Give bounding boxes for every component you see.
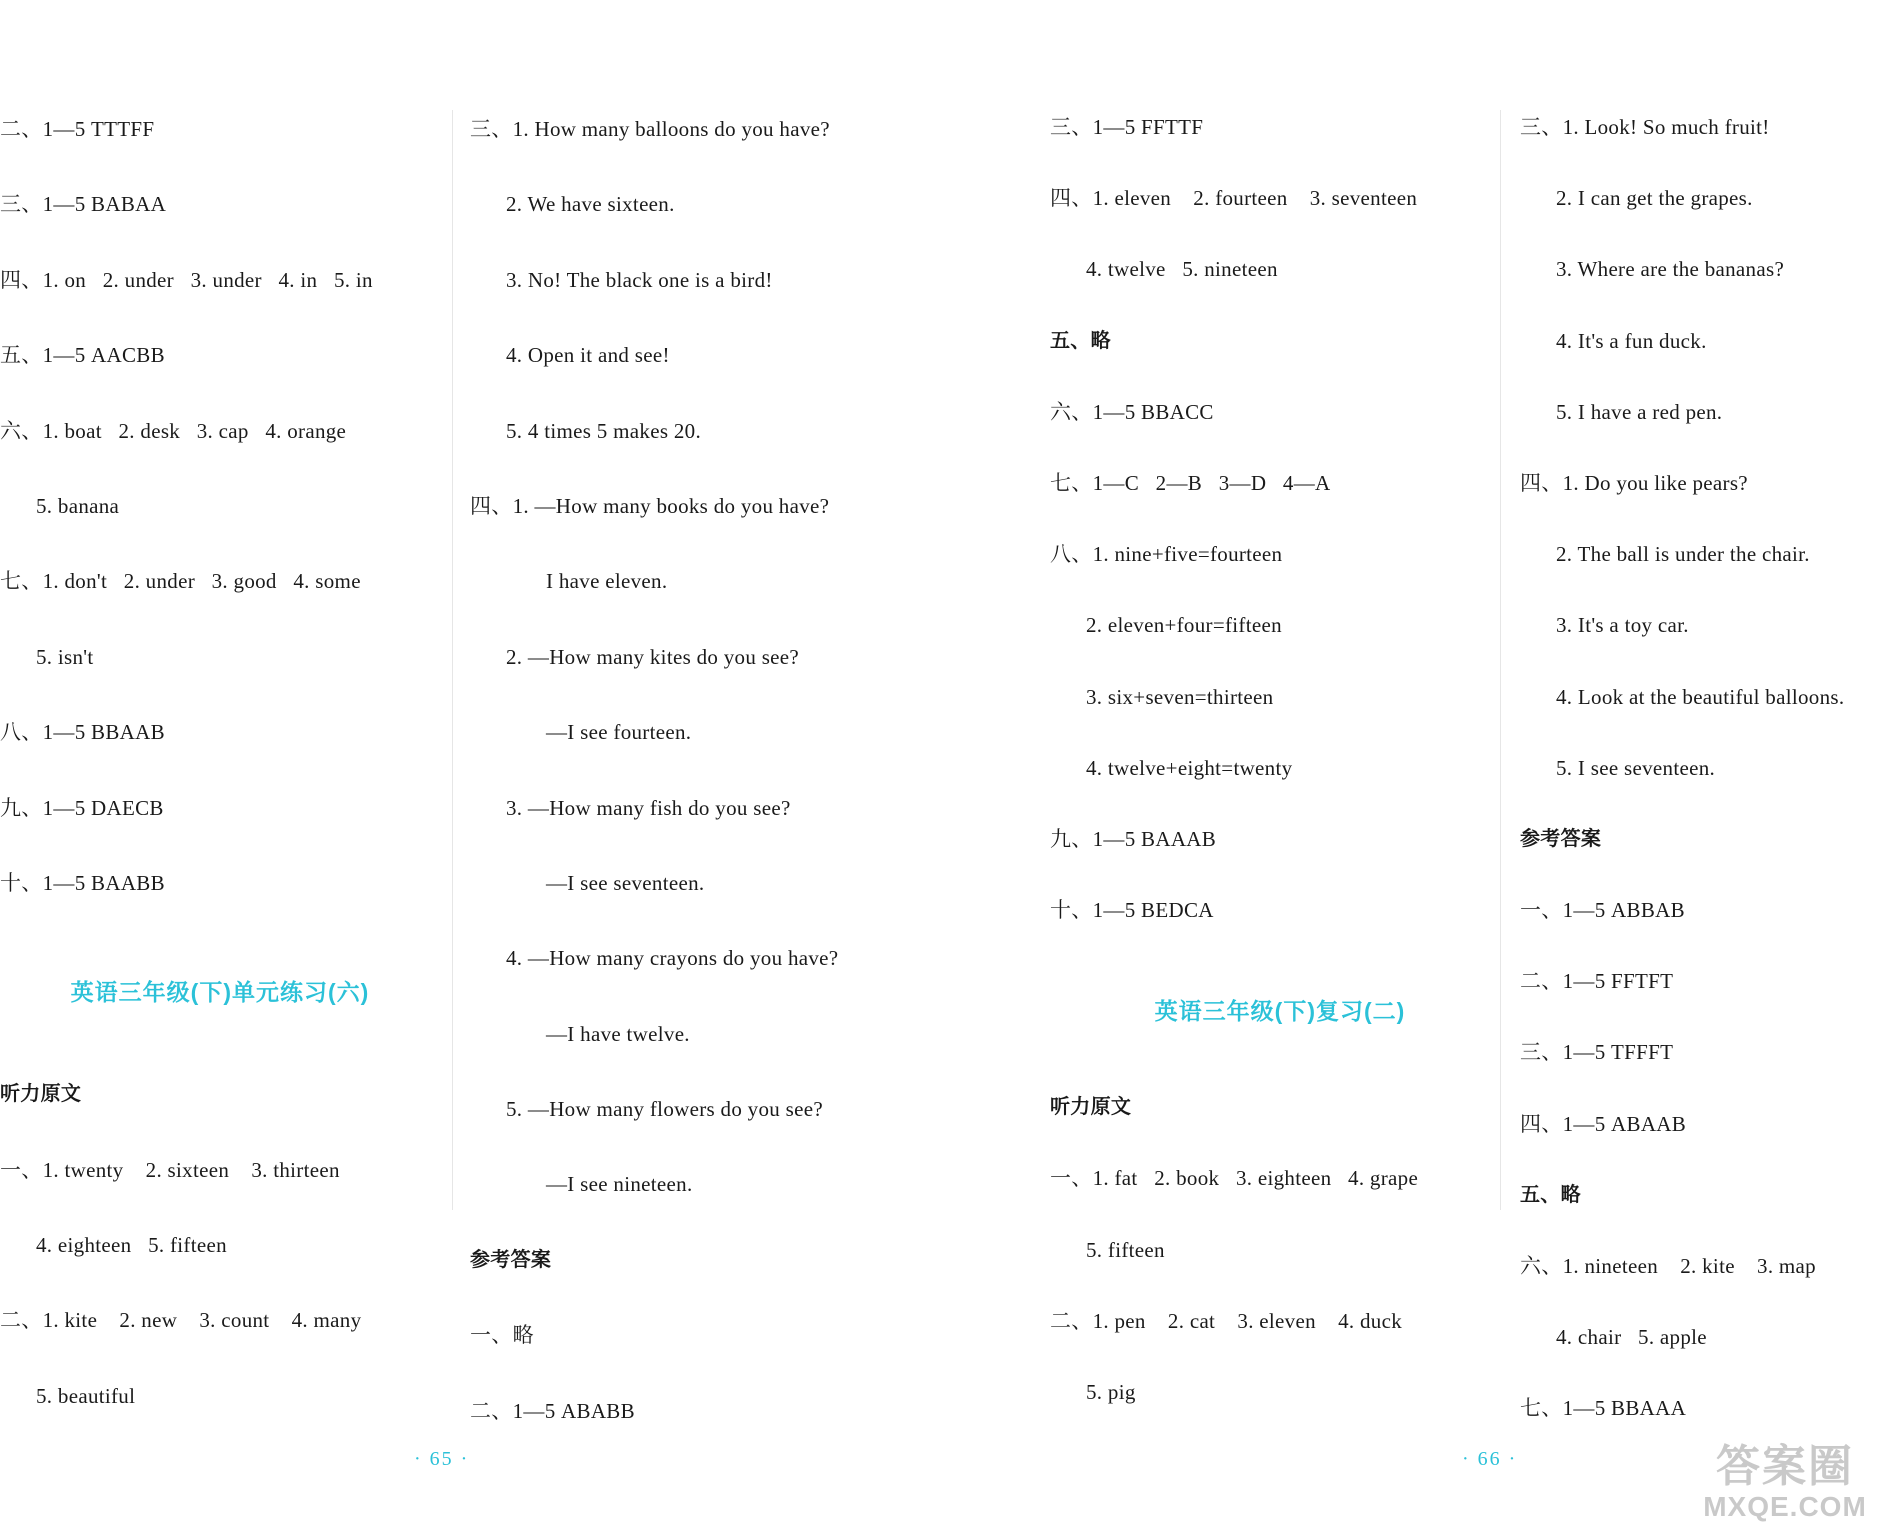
answer-line: —I see fourteen. [546,720,692,745]
answer-line: 五、略 [1050,329,1111,352]
answer-line: 三、1—5 TFFFT [1520,1040,1674,1065]
answer-line: 3. It's a toy car. [1556,613,1689,638]
answer-line: 5. banana [36,493,120,518]
unit-title: 英语三年级(下)单元练习(六) [70,979,370,1006]
answer-line: 2. eleven+four=fifteen [1086,613,1282,638]
answer-line: 八、1—5 BBAAB [0,720,165,745]
answer-line: 5. pig [1086,1380,1136,1404]
answer-line: 九、1—5 DAECB [0,795,164,820]
watermark-text-top: 答案圈 [1716,1442,1854,1491]
answer-line: 3. Where are the bananas? [1556,257,1785,282]
answer-line: 2. We have sixteen. [506,192,675,217]
answer-line: 七、1. don't 2. under 3. good 4. some [0,569,361,594]
answer-line: 四、1. eleven 2. fourteen 3. seventeen [1050,186,1418,211]
answer-line: 二、1—5 ABABB [470,1398,635,1423]
answer-line: 4. Open it and see! [506,343,670,368]
page-number-right: · 66 · [1462,1448,1518,1470]
section-heading-answers: 参考答案 [470,1248,552,1271]
answer-line: 5. 4 times 5 makes 20. [506,418,701,443]
answer-line: 四、1. on 2. under 3. under 4. in 5. in [0,267,373,292]
answer-line: 二、1. kite 2. new 3. count 4. many [0,1308,362,1333]
answer-line: 八、1. nine+five=fourteen [1050,542,1283,567]
answer-line: 七、1—C 2—B 3—D 4—A [1050,470,1331,495]
right-page-column-4 [1520,92,1894,1445]
answer-line: 5. I see seventeen. [1556,755,1716,780]
answer-line: 六、1. nineteen 2. kite 3. map [1520,1254,1816,1278]
answer-line: 5. isn't [36,644,94,669]
answer-line: 4. chair 5. apple [1556,1325,1707,1350]
answer-line: 2. The ball is under the chair. [1556,542,1810,567]
answer-line: 五、1—5 AACBB [0,343,165,368]
answer-line: 三、1. How many balloons do you have? [470,117,830,141]
answer-line: 六、1—5 BBACC [1050,399,1214,424]
watermark-text-bottom: MXQE.COM [1703,1491,1867,1522]
column-divider [1500,110,1501,1210]
answer-line: 五、略 [1520,1183,1581,1206]
answer-line: 三、1—5 FFTTF [1050,115,1204,139]
answer-line: 十、1—5 BAABB [0,870,165,895]
answer-line: 3. No! The black one is a bird! [506,267,773,292]
answer-line: 2. —How many kites do you see? [506,644,800,669]
answer-line: 四、1. —How many books do you have? [470,493,830,518]
answer-line: 四、1—5 ABAAB [1520,1111,1687,1136]
answer-line: —I see nineteen. [546,1172,693,1197]
section-heading-listening: 听力原文 [0,1083,82,1106]
answer-line: 4. twelve 5. nineteen [1086,257,1278,282]
answer-line: 六、1. boat 2. desk 3. cap 4. orange [0,418,347,443]
answer-line: 一、1. twenty 2. sixteen 3. thirteen [0,1157,340,1182]
answer-line: 2. I can get the grapes. [1556,186,1753,211]
left-page-column-1 [0,92,440,1434]
answer-line: 一、1—5 ABBAB [1520,898,1685,923]
answer-line: 一、略 [470,1323,534,1348]
answer-line: 4. It's a fun duck. [1556,328,1707,353]
right-page-column-3 [1050,92,1510,1428]
answer-line: 4. twelve+eight=twenty [1086,755,1293,780]
answer-line: 九、1—5 BAAAB [1050,826,1217,851]
column-divider [452,110,453,1210]
answer-line: 三、1—5 BABAA [0,192,167,217]
answer-line: 四、1. Do you like pears? [1520,470,1748,495]
left-page-column-2 [470,92,1030,1449]
answer-line: —I see seventeen. [546,870,705,895]
answer-line: 3. six+seven=thirteen [1086,684,1274,709]
answer-line: 一、1. fat 2. book 3. eighteen 4. grape [1050,1166,1419,1191]
answer-line: 4. eighteen 5. fifteen [36,1233,227,1258]
answer-line: 十、1—5 BEDCA [1050,898,1214,923]
answer-line: I have eleven. [546,569,668,594]
answer-line: 二、1—5 TTTFF [0,117,155,141]
review-title: 英语三年级(下)复习(二) [1154,998,1406,1025]
section-heading-answers: 参考答案 [1520,827,1602,850]
answer-line: 4. —How many crayons do you have? [506,946,839,971]
answer-line: 4. Look at the beautiful balloons. [1556,684,1845,709]
watermark-logo [1690,1442,1880,1528]
answer-line: 七、1—5 BBAAA [1520,1396,1687,1421]
answer-line: 5. fifteen [1086,1237,1165,1262]
page-number-left: · 65 · [414,1448,470,1470]
answer-line: 三、1. Look! So much fruit! [1520,115,1770,139]
section-heading-listening: 听力原文 [1050,1096,1132,1119]
answer-line: —I have twelve. [546,1021,690,1046]
answer-line: 二、1—5 FFTFT [1520,969,1674,994]
answer-line: 5. I have a red pen. [1556,399,1723,424]
answer-line: 5. —How many flowers do you see? [506,1097,823,1122]
answer-line: 3. —How many fish do you see? [506,795,791,820]
answer-line: 二、1. pen 2. cat 3. eleven 4. duck [1050,1308,1403,1333]
answer-line: 5. beautiful [36,1383,136,1408]
